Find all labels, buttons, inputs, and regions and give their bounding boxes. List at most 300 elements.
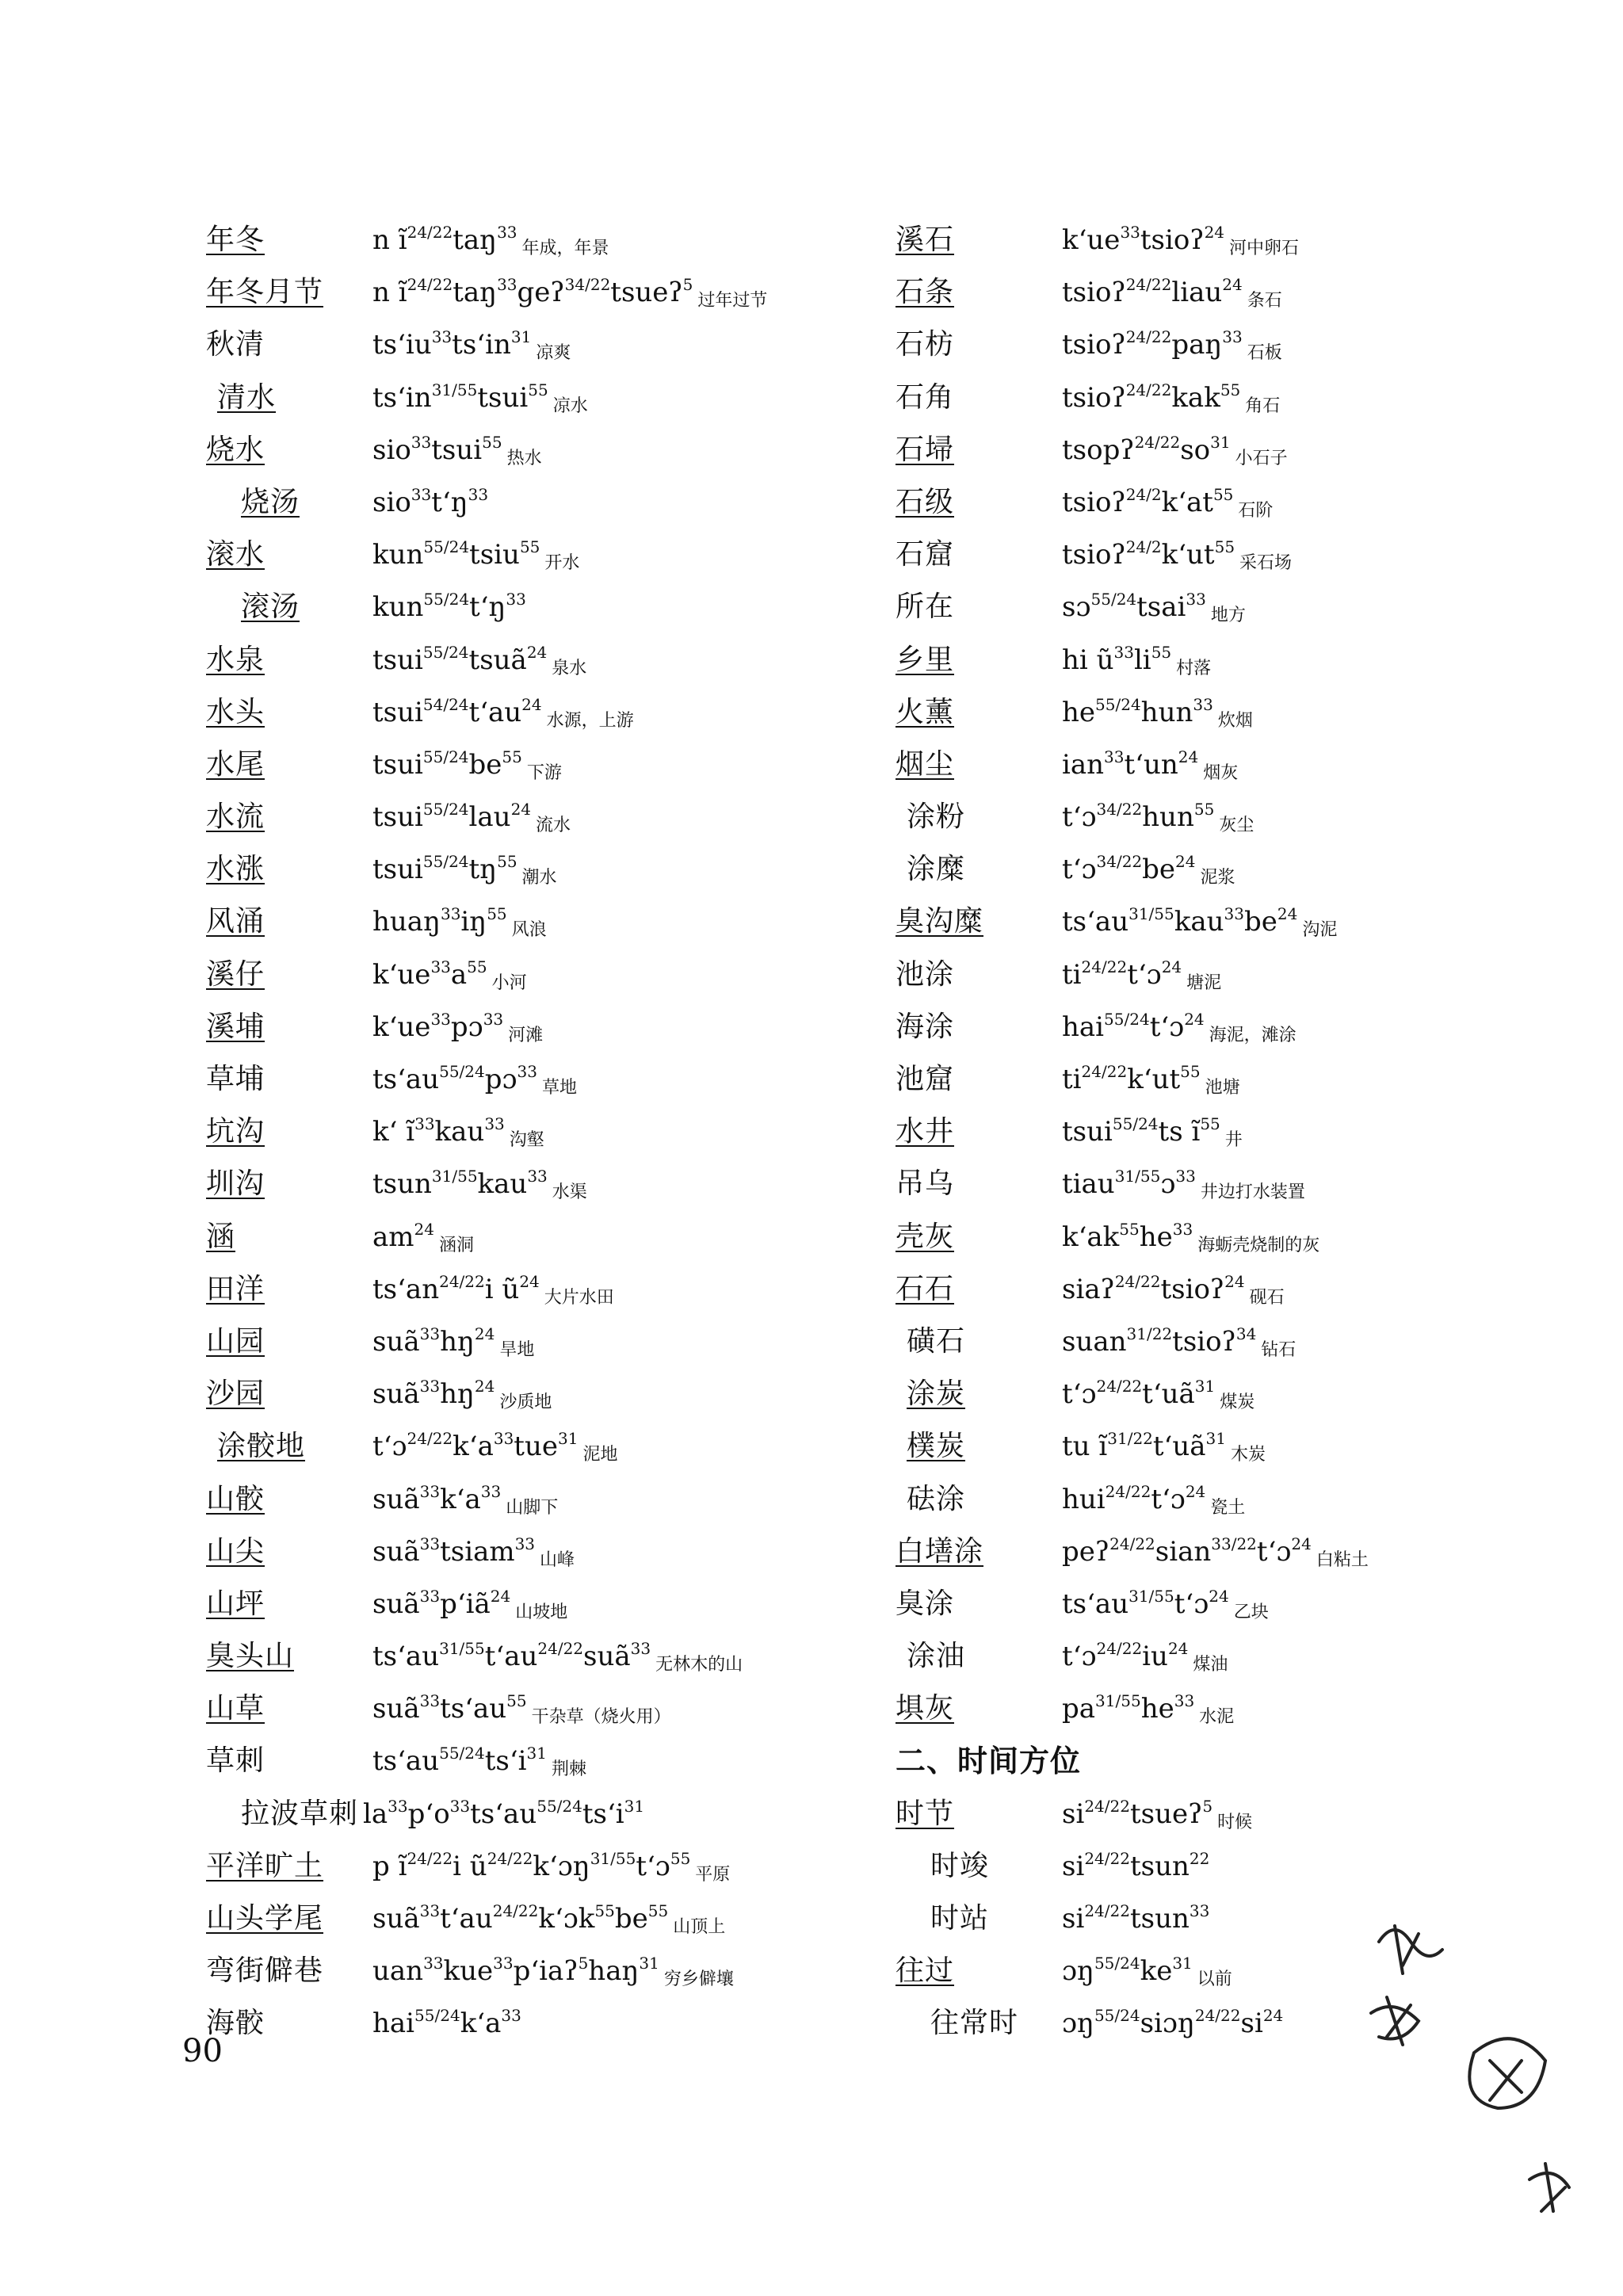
entry-headword: 时站	[930, 1902, 990, 1935]
entry-headword: 草刺	[206, 1744, 265, 1778]
tone-mark: 24	[519, 1271, 540, 1291]
tone-mark: 33	[411, 484, 432, 504]
syllable: tsʻan	[372, 1273, 440, 1305]
entry-headword: 坑沟	[206, 1115, 265, 1148]
tone-mark: 55/24	[422, 800, 469, 819]
tone-mark: 33	[419, 1534, 441, 1553]
syllable: tʻuã	[1142, 1378, 1195, 1411]
entry-row	[206, 739, 856, 791]
syllable: tsui	[372, 854, 423, 886]
entry-headword: 涂骹地	[217, 1430, 306, 1463]
syllable: kʻue	[372, 958, 431, 991]
entry-row	[896, 949, 1577, 1001]
entry-row	[206, 634, 856, 686]
tone-mark: 55/24	[422, 642, 469, 662]
tone-mark: 55/24	[422, 747, 469, 766]
entry-gloss: 白粘土	[1316, 1549, 1369, 1570]
entry-headword: 石级	[896, 485, 955, 518]
syllable: n ĩ	[372, 224, 407, 256]
syllable: tsʻau	[372, 1745, 440, 1778]
syllable: uan	[372, 1955, 424, 1988]
syllable: kʻɔŋ	[533, 1850, 590, 1882]
syllable: tʻuã	[1152, 1431, 1206, 1463]
tone-mark: 31/22	[1107, 1429, 1153, 1449]
entry-row	[206, 1158, 856, 1210]
syllable: tsʻau	[440, 1693, 507, 1725]
entry-gloss: 村落	[1176, 658, 1212, 678]
entry-gloss: 海蛎壳烧制的灰	[1197, 1235, 1320, 1255]
tone-mark: 31/55	[439, 1639, 485, 1659]
entry-pronunciation	[372, 1997, 521, 2050]
syllable: tsuã	[468, 644, 527, 676]
syllable: tsʻi	[582, 1797, 624, 1830]
entry-headword: 清水	[217, 380, 277, 414]
entry-pronunciation	[1062, 1997, 1283, 2050]
entry-headword: 乡里	[896, 643, 955, 676]
syllable: tsui	[372, 696, 423, 728]
tone-mark: 55/24	[439, 1744, 485, 1763]
tone-mark: 55/24	[1104, 1009, 1150, 1029]
entry-headword: 年冬	[206, 223, 265, 256]
tone-mark: 33	[493, 1429, 514, 1449]
syllable: tue	[514, 1431, 558, 1463]
entry-gloss: 热水	[506, 448, 542, 468]
tone-mark: 34	[1235, 1324, 1257, 1343]
entry-headword: 臭沟糜	[896, 905, 984, 938]
entry-row	[206, 1106, 856, 1158]
entry-row	[206, 1368, 856, 1420]
tone-mark: 31/55	[1128, 1586, 1174, 1606]
entry-headword: 樸炭	[907, 1430, 966, 1463]
entry-headword: 烧汤	[241, 485, 300, 518]
entry-headword: 水流	[206, 800, 265, 834]
syllable: paŋ	[1171, 329, 1223, 361]
syllable: tʻau	[468, 696, 522, 728]
tone-mark: 24/22	[1125, 275, 1172, 295]
tone-mark: 31	[557, 1429, 579, 1449]
tone-mark: 55	[1212, 484, 1234, 504]
entry-row	[896, 634, 1577, 686]
tone-mark: 24/22	[492, 1901, 539, 1920]
tone-mark: 33	[430, 957, 451, 976]
entry-gloss: 石阶	[1238, 500, 1274, 521]
entry-gloss: 煤油	[1193, 1655, 1228, 1675]
entry-gloss: 池塘	[1205, 1078, 1240, 1098]
entry-row	[206, 1788, 856, 1840]
tone-mark: 34/22	[1096, 852, 1143, 872]
entry-row	[206, 896, 856, 948]
syllable: suã	[372, 1378, 420, 1411]
entry-gloss: 海泥，滩涂	[1209, 1025, 1296, 1045]
tone-mark: 33	[419, 1586, 441, 1606]
syllable: kʻue	[1062, 224, 1121, 256]
entry-headword: 溪石	[896, 223, 955, 256]
syllable: hŋ	[440, 1325, 475, 1358]
entry-gloss: 瓷土	[1210, 1497, 1246, 1518]
entry-row	[896, 1053, 1577, 1106]
syllable: tsʻau	[1062, 1587, 1129, 1620]
entry-headword: 海涂	[896, 1010, 955, 1043]
entry-row	[896, 739, 1577, 791]
syllable: kʻak	[1062, 1221, 1120, 1253]
entry-gloss: 年成，年景	[521, 239, 609, 258]
tone-mark: 33	[1104, 747, 1125, 766]
tone-mark: 24/22	[1096, 1639, 1143, 1659]
entry-row	[896, 476, 1577, 529]
tone-mark: 24/22	[487, 1848, 533, 1868]
syllable: tsui	[372, 801, 423, 834]
syllable: liau	[1171, 277, 1223, 309]
syllable: ɔ	[1160, 1168, 1176, 1201]
syllable: tu ĩ	[1062, 1431, 1108, 1463]
tone-mark: 55	[528, 380, 548, 399]
entry-row	[896, 1106, 1577, 1158]
tone-mark: 33	[430, 1009, 451, 1029]
entry-row	[206, 424, 856, 476]
tone-mark: 24	[1209, 1586, 1229, 1606]
entry-gloss: 煤炭	[1220, 1392, 1255, 1413]
syllable: tŋ	[468, 854, 498, 886]
entry-row	[896, 1158, 1577, 1210]
tone-mark: 33	[1172, 1219, 1193, 1239]
entry-row	[206, 949, 856, 1001]
entry-gloss: 旱地	[499, 1339, 535, 1360]
tone-mark: 33	[1224, 904, 1244, 924]
syllable: ti	[1062, 958, 1082, 991]
tone-mark: 24/22	[1109, 1534, 1155, 1553]
tone-mark: 55/24	[1094, 2006, 1140, 2026]
entry-gloss: 泉水	[552, 658, 587, 678]
tone-mark: 55/24	[1095, 694, 1141, 714]
left-column	[206, 214, 856, 2050]
syllable: kʻa	[440, 1483, 481, 1515]
syllable: suã	[372, 1325, 420, 1358]
entry-gloss: 草地	[542, 1078, 578, 1098]
syllable: kʻut	[1127, 1064, 1181, 1095]
entry-gloss: 山顶上	[673, 1917, 726, 1937]
entry-headword: 山草	[206, 1692, 265, 1725]
tone-mark: 24	[1262, 2006, 1284, 2026]
syllable: so	[1180, 434, 1211, 466]
entry-row	[206, 1997, 856, 2050]
entry-gloss: 烟灰	[1203, 762, 1239, 783]
syllable: hai	[372, 2008, 415, 2040]
tone-mark: 33	[411, 432, 432, 452]
tone-mark: 33	[1120, 223, 1140, 242]
tone-mark: 24/22	[1096, 1377, 1143, 1396]
tone-mark: 24/22	[1134, 432, 1181, 452]
entry-row	[896, 1001, 1577, 1053]
syllable: tsʻau	[372, 1064, 440, 1095]
entry-gloss: 荆棘	[551, 1759, 586, 1780]
syllable: suã	[583, 1641, 631, 1673]
tone-mark: 5	[1202, 1796, 1213, 1816]
entry-headword: 草埔	[206, 1063, 265, 1095]
tone-mark: 24/22	[1194, 2006, 1241, 2026]
entry-gloss: 砚石	[1249, 1287, 1285, 1308]
tone-mark: 24/22	[1081, 957, 1128, 976]
syllable: tsioʔ	[1172, 1325, 1236, 1358]
tone-mark: 24	[474, 1377, 495, 1396]
syllable: tʻɔ	[1062, 854, 1097, 886]
entry-row	[896, 266, 1577, 319]
entry-row	[206, 1945, 856, 1997]
tone-mark: 24/22	[1084, 1796, 1130, 1816]
entry-row	[206, 1893, 856, 1945]
tone-mark: 33	[527, 1167, 548, 1186]
syllable: he	[1062, 696, 1096, 728]
tone-mark: 55/24	[1090, 590, 1137, 609]
entry-row	[896, 1788, 1577, 1840]
syllable: kak	[1171, 381, 1220, 414]
tone-mark: 24/22	[537, 1639, 584, 1659]
syllable: he	[1139, 1221, 1173, 1253]
syllable: tʻɔ	[1062, 1641, 1097, 1673]
tone-mark: 33	[497, 223, 517, 242]
tone-mark: 55	[519, 537, 540, 557]
syllable: sio	[372, 486, 411, 518]
syllable: kun	[372, 591, 424, 624]
tone-mark: 55	[1200, 1114, 1220, 1134]
entry-gloss: 炊烟	[1217, 710, 1253, 731]
syllable: tsʻau	[1062, 906, 1129, 938]
syllable: kun	[372, 539, 424, 571]
syllable: tʻɔ	[1174, 1587, 1209, 1620]
entry-headword: 溪埔	[206, 1010, 265, 1043]
syllable: suã	[372, 1693, 420, 1725]
tone-mark: 24	[474, 1324, 495, 1343]
entry-row	[206, 1211, 856, 1263]
entry-gloss: 山峰	[540, 1549, 575, 1570]
entry-pronunciation	[1062, 1840, 1209, 1893]
tone-mark: 55	[594, 1901, 615, 1920]
tone-mark: 33	[449, 1796, 471, 1816]
entry-headword: 圳沟	[206, 1167, 265, 1201]
tone-mark: 55	[506, 1691, 527, 1711]
tone-mark: 33	[497, 275, 517, 295]
tone-mark: 55/24	[422, 852, 469, 872]
section-heading-text: 二、时间方位	[896, 1743, 1082, 1779]
syllable: pɔ	[484, 1064, 517, 1095]
syllable: tsun	[372, 1168, 432, 1201]
syllable: ɔŋ	[1062, 2008, 1094, 2040]
tone-mark: 33	[423, 1954, 444, 1973]
entry-headword: 臭头山	[206, 1640, 295, 1673]
entry-gloss: 流水	[536, 816, 571, 836]
entry-headword: 涂炭	[907, 1377, 966, 1411]
syllable: suã	[372, 1483, 420, 1515]
entry-row	[896, 529, 1577, 581]
entry-row	[206, 1578, 856, 1630]
syllable: si	[1062, 1903, 1085, 1935]
syllable: tsʻin	[452, 329, 511, 361]
syllable: tsioʔ	[1062, 486, 1126, 518]
tone-mark: 24/22	[1084, 1901, 1130, 1920]
entry-headword: 山骹	[206, 1482, 265, 1515]
entry-gloss: 石板	[1247, 343, 1282, 364]
entry-headword: 海骹	[206, 2007, 265, 2040]
syllable: hui	[1062, 1483, 1106, 1515]
syllable: he	[1140, 1693, 1174, 1725]
tone-mark: 33	[1174, 1691, 1195, 1711]
tone-mark: 24	[1277, 904, 1298, 924]
tone-mark: 24/22	[1105, 1481, 1151, 1501]
syllable: be	[468, 748, 502, 781]
tone-mark: 31/55	[1095, 1691, 1141, 1711]
syllable: i ũ	[453, 1850, 487, 1882]
tone-mark: 31/55	[1114, 1167, 1161, 1186]
syllable: tsun	[1129, 1850, 1190, 1882]
entry-row	[896, 319, 1577, 371]
tone-mark: 22	[1189, 1848, 1210, 1868]
tone-mark: 31	[526, 1744, 547, 1763]
entry-gloss: 以前	[1197, 1969, 1232, 1990]
entry-row	[896, 214, 1577, 266]
syllable: si	[1062, 1797, 1085, 1830]
entry-row	[896, 1578, 1577, 1630]
entry-gloss: 小河	[491, 972, 527, 993]
entry-headword: 涵	[206, 1220, 236, 1253]
syllable: kau	[1174, 906, 1224, 938]
right-column	[896, 214, 1577, 2050]
tone-mark: 33	[484, 1114, 505, 1134]
entry-headword: 石窟	[896, 538, 955, 571]
entry-row	[896, 791, 1577, 843]
tone-mark: 55/24	[414, 2006, 460, 2026]
entry-headword: 吊乌	[896, 1167, 955, 1201]
tone-mark: 33	[1189, 1901, 1210, 1920]
syllable: kue	[443, 1955, 494, 1988]
syllable: tsui	[1062, 1116, 1113, 1148]
syllable: tsʻi	[484, 1745, 527, 1778]
entry-headword: 田洋	[206, 1272, 265, 1305]
tone-mark: 33	[419, 1691, 441, 1711]
syllable: tsioʔ	[1062, 329, 1126, 361]
entry-row	[896, 1263, 1577, 1316]
syllable: tʻau	[440, 1903, 493, 1935]
entry-gloss: 开水	[544, 553, 580, 574]
entry-row	[896, 1368, 1577, 1420]
entry-gloss: 井	[1224, 1130, 1243, 1151]
entry-headword: 白墡涂	[896, 1534, 984, 1568]
entry-gloss: 大片水田	[544, 1287, 614, 1308]
syllable: suã	[372, 1587, 420, 1620]
tone-mark: 33	[1222, 327, 1243, 347]
syllable: sian	[1155, 1535, 1212, 1568]
tone-mark: 55/24	[439, 1062, 485, 1081]
syllable: tsai	[1136, 591, 1186, 624]
entry-gloss: 木炭	[1230, 1445, 1266, 1465]
tone-mark: 5	[578, 1954, 589, 1973]
tone-mark: 24/2	[1125, 537, 1162, 557]
page-number: 90	[182, 2033, 223, 2069]
syllable: ti	[1062, 1064, 1082, 1095]
tone-mark: 33	[480, 1481, 502, 1501]
entry-row	[206, 372, 856, 424]
entry-gloss: 乙块	[1233, 1602, 1269, 1622]
entry-row	[206, 1630, 856, 1683]
tone-mark: 55/24	[537, 1796, 582, 1816]
entry-gloss: 干杂草（烧火用）	[531, 1707, 671, 1728]
tone-mark: 55	[1151, 642, 1172, 662]
entry-row	[206, 476, 856, 529]
syllable: tsopʔ	[1062, 434, 1135, 466]
entry-headword: 沙园	[206, 1377, 265, 1411]
tone-mark: 24	[1167, 1639, 1189, 1659]
entry-headword: 水涨	[206, 853, 265, 886]
entry-headword: 水泉	[206, 643, 265, 676]
entry-gloss: 泥地	[582, 1445, 618, 1465]
entry-headword: 臭涂	[896, 1587, 955, 1620]
entry-gloss: 条石	[1247, 291, 1282, 311]
tone-mark: 55/24	[1112, 1114, 1159, 1134]
entry-row	[206, 791, 856, 843]
entry-headword: 山园	[206, 1324, 265, 1358]
section-heading	[896, 1735, 1577, 1787]
tone-mark: 24	[1204, 223, 1225, 242]
entry-gloss: 灰尘	[1219, 816, 1254, 836]
tone-mark: 55	[1193, 800, 1215, 819]
entry-headword: 池窟	[896, 1063, 955, 1095]
syllable: tʻɔ	[1062, 1378, 1097, 1411]
syllable: sio	[372, 434, 411, 466]
syllable: haŋ	[588, 1955, 640, 1988]
entry-headword: 滚水	[206, 538, 265, 571]
entry-row	[206, 1316, 856, 1368]
tone-mark: 24/22	[407, 223, 453, 242]
tone-mark: 33	[1175, 1167, 1196, 1186]
entry-headword: 时节	[896, 1797, 955, 1830]
syllable: kʻ ĩ	[372, 1116, 415, 1148]
tone-mark: 33	[493, 1954, 514, 1973]
entry-gloss: 角石	[1245, 395, 1281, 416]
syllable: kʻa	[460, 2008, 502, 2040]
entry-row	[206, 1473, 856, 1526]
tone-mark: 31/22	[1126, 1324, 1173, 1343]
tone-mark: 33	[388, 1796, 408, 1816]
entry-headword: 风涌	[206, 905, 265, 938]
entry-headword: 山坪	[206, 1587, 265, 1620]
entry-row	[206, 686, 856, 739]
entry-pronunciation	[363, 1798, 644, 1830]
entry-gloss: 风浪	[511, 920, 547, 941]
syllable: suan	[1062, 1325, 1127, 1358]
tone-mark: 55	[1220, 380, 1241, 399]
entry-row	[206, 1420, 856, 1473]
syllable: kʻut	[1161, 539, 1215, 571]
syllable: la	[363, 1797, 388, 1830]
entry-row	[206, 319, 856, 371]
syllable: tsioʔ	[1062, 539, 1126, 571]
syllable: tsʻin	[372, 381, 432, 414]
tone-mark: 33	[419, 1377, 441, 1396]
syllable: ts ĩ	[1158, 1116, 1201, 1148]
syllable: tiau	[1062, 1168, 1115, 1201]
syllable: tsui	[372, 748, 423, 781]
syllable: iŋ	[460, 906, 487, 938]
tone-mark: 33	[440, 904, 461, 924]
entry-row	[206, 266, 856, 319]
tone-mark: 24/22	[1081, 1062, 1128, 1081]
tone-mark: 5	[682, 275, 693, 295]
syllable: tʻŋ	[469, 591, 506, 624]
tone-mark: 24/22	[1125, 380, 1172, 399]
tone-mark: 24/2	[1125, 484, 1162, 504]
entry-gloss: 涵洞	[438, 1235, 474, 1255]
syllable: tʻun	[1124, 748, 1178, 781]
tone-mark: 33	[517, 1062, 537, 1081]
entry-gloss: 钻石	[1261, 1339, 1296, 1360]
